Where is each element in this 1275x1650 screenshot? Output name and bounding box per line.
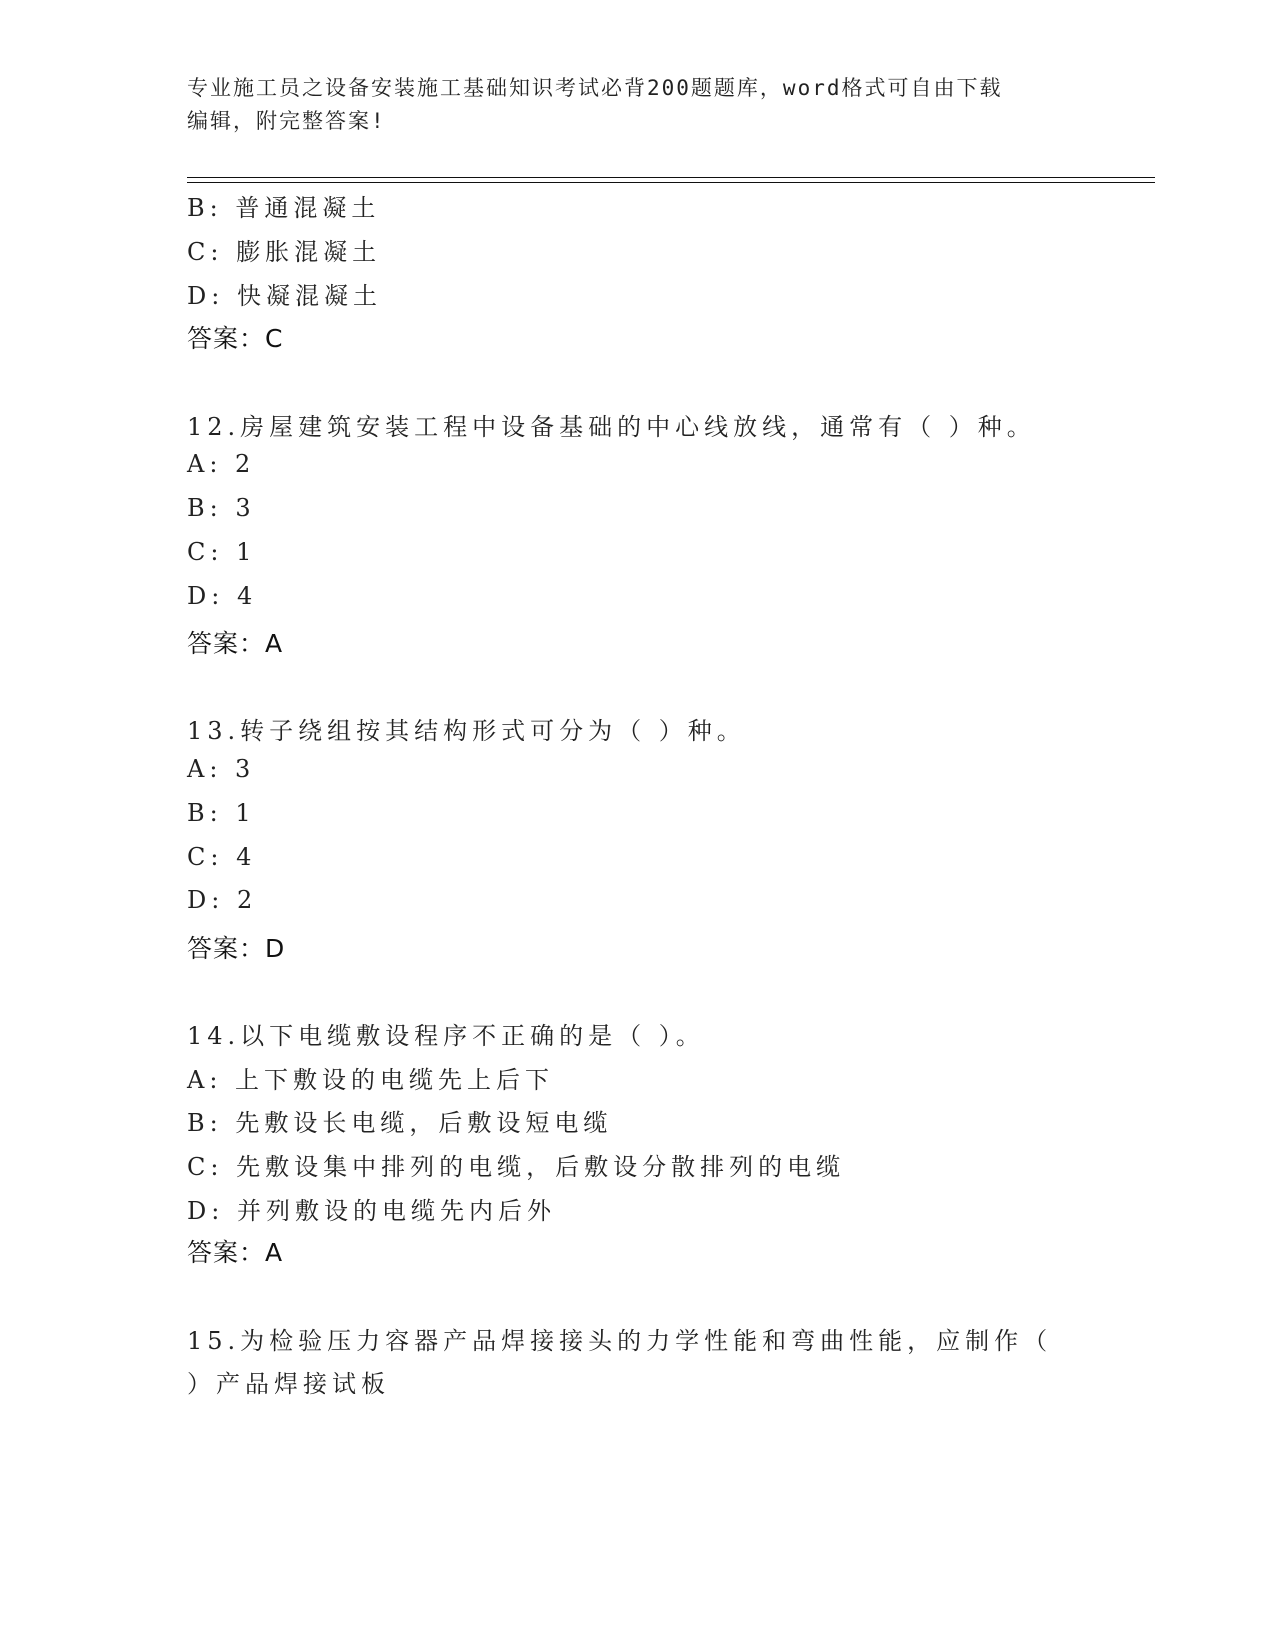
option-d: D: 并列敷设的电缆先内后外 bbox=[187, 1197, 556, 1225]
option-c: C: 先敷设集中排列的电缆，后敷设分散排列的电缆 bbox=[187, 1153, 846, 1181]
option-c: C: 4 bbox=[187, 843, 257, 871]
question-stem-14: 14.以下电缆敷设程序不正确的是（ ）。 bbox=[187, 1022, 705, 1050]
question-stem-12: 12.房屋建筑安装工程中设备基础的中心线放线，通常有（ ）种。 bbox=[187, 413, 1036, 441]
option-d: D: 2 bbox=[187, 886, 258, 914]
header-title-line-2: 编辑，附完整答案! bbox=[187, 109, 386, 133]
header-title-line-1: 专业施工员之设备安装施工基础知识考试必背200题题库，word格式可自由下载 bbox=[187, 76, 1003, 100]
question-stem-15-line-1: 15.为检验压力容器产品焊接接头的力学性能和弯曲性能，应制作（ bbox=[187, 1327, 1053, 1355]
header-divider-bottom bbox=[187, 182, 1155, 183]
option-a: A: 3 bbox=[187, 755, 256, 783]
option-c: C: 1 bbox=[187, 538, 257, 566]
option-c: C: 膨胀混凝土 bbox=[187, 238, 382, 266]
option-b: B: 1 bbox=[187, 799, 256, 827]
answer-line: 答案：A bbox=[187, 629, 284, 658]
document-header bbox=[187, 72, 1067, 138]
option-b: B: 普通混凝土 bbox=[187, 194, 381, 222]
option-b: B: 先敷设长电缆，后敷设短电缆 bbox=[187, 1109, 613, 1137]
option-d: D: 4 bbox=[187, 582, 258, 610]
question-stem-13: 13.转子绕组按其结构形式可分为（ ）种。 bbox=[187, 717, 746, 745]
answer-line: 答案：D bbox=[187, 934, 286, 963]
answer-line: 答案：C bbox=[187, 324, 284, 353]
option-a: A: 上下敷设的电缆先上后下 bbox=[187, 1066, 555, 1094]
header-divider-top bbox=[187, 177, 1155, 178]
option-d: D: 快凝混凝土 bbox=[187, 282, 382, 310]
answer-line: 答案：A bbox=[187, 1238, 284, 1267]
option-b: B: 3 bbox=[187, 494, 256, 522]
option-a: A: 2 bbox=[187, 450, 256, 478]
question-stem-15-line-2: ）产品焊接试板 bbox=[187, 1370, 390, 1398]
